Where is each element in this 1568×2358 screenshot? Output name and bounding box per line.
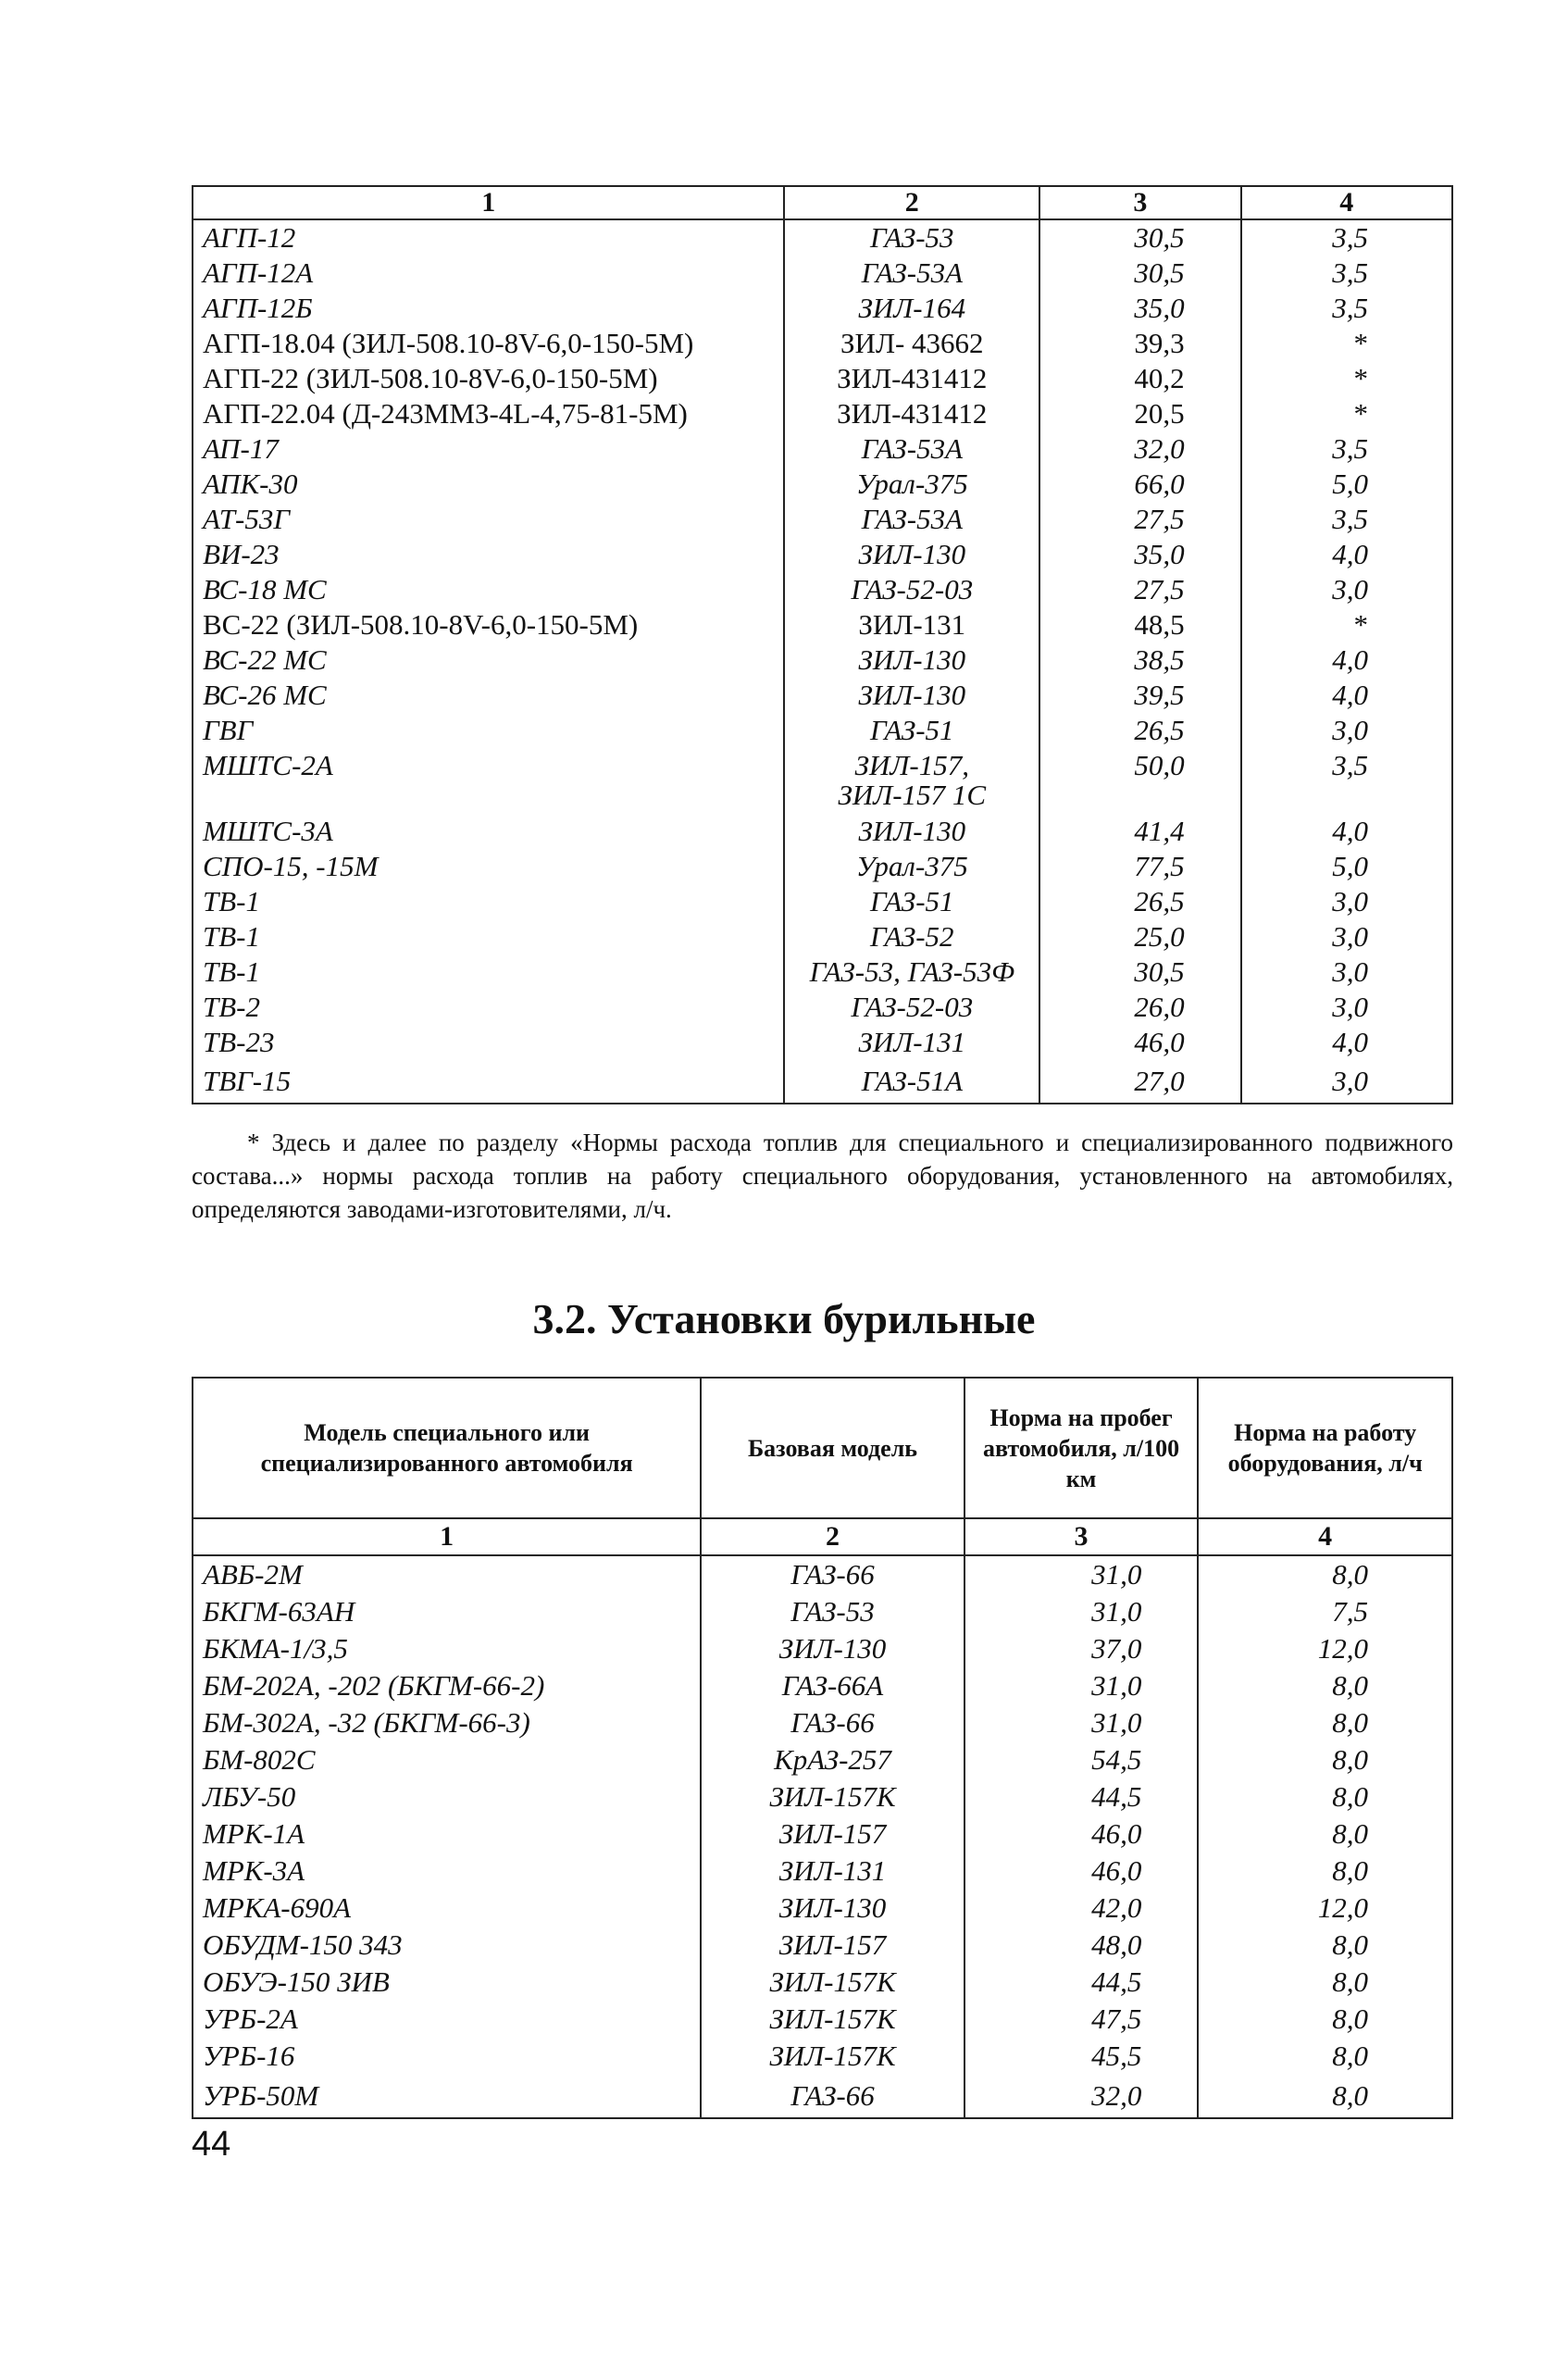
- cell-equipment-norm: 3,0: [1241, 954, 1452, 990]
- table-row: [193, 219, 1452, 256]
- cell-equipment-norm: 12,0: [1198, 1890, 1452, 1927]
- cell-base-model: ГАЗ-53А: [784, 502, 1039, 537]
- table-special-vehicles-continued: [192, 185, 1453, 1104]
- cell-base-model: КрАЗ-257: [701, 1741, 964, 1778]
- cell-mileage-norm: 46,0: [964, 1815, 1199, 1853]
- cell-base-model: ГАЗ-66А: [701, 1667, 964, 1704]
- table-row: [193, 1815, 1452, 1853]
- table-row: [193, 1964, 1452, 2001]
- cell-mileage-norm: 39,3: [1039, 326, 1240, 361]
- cell-mileage-norm: 30,5: [1039, 954, 1240, 990]
- cell-model: ОБУЭ-150 ЗИВ: [193, 1964, 701, 2001]
- cell-base-model: [784, 748, 1039, 814]
- cell-mileage-norm: 25,0: [1039, 919, 1240, 954]
- cell-mileage-norm: 46,0: [1039, 1025, 1240, 1060]
- table-number-row: [193, 1518, 1452, 1555]
- column-number: 3: [964, 1518, 1199, 1555]
- cell-mileage-norm: 35,0: [1039, 537, 1240, 572]
- cell-mileage-norm: 32,0: [964, 2075, 1199, 2118]
- column-number: 1: [193, 186, 784, 219]
- cell-mileage-norm: 48,5: [1039, 607, 1240, 643]
- cell-base-model: ГАЗ-66: [701, 2075, 964, 2118]
- cell-model: ТВ-1: [193, 919, 784, 954]
- table-row: [193, 607, 1452, 643]
- cell-equipment-norm: 12,0: [1198, 1630, 1452, 1667]
- cell-model: ТВ-1: [193, 884, 784, 919]
- cell-mileage-norm: 26,5: [1039, 713, 1240, 748]
- cell-base-model: ЗИЛ-431412: [784, 396, 1039, 431]
- cell-mileage-norm: 35,0: [1039, 291, 1240, 326]
- cell-base-model: ГАЗ-52-03: [784, 572, 1039, 607]
- cell-base-model: ЗИЛ-131: [784, 607, 1039, 643]
- cell-model: БКГМ-63АН: [193, 1593, 701, 1630]
- cell-model: ВИ-23: [193, 537, 784, 572]
- cell-equipment-norm: 3,5: [1241, 256, 1452, 291]
- table-row: [193, 291, 1452, 326]
- cell-equipment-norm: 4,0: [1241, 537, 1452, 572]
- cell-model: ТВГ-15: [193, 1060, 784, 1104]
- cell-mileage-norm: 26,0: [1039, 990, 1240, 1025]
- table-row: [193, 814, 1452, 849]
- cell-equipment-norm: 4,0: [1241, 643, 1452, 678]
- cell-base-model: ГАЗ-51: [784, 884, 1039, 919]
- cell-equipment-norm: 8,0: [1198, 1927, 1452, 1964]
- cell-model: АТ-53Г: [193, 502, 784, 537]
- cell-equipment-norm: 5,0: [1241, 849, 1452, 884]
- column-number: 4: [1198, 1518, 1452, 1555]
- cell-model: ГВГ: [193, 713, 784, 748]
- footnote: * Здесь и далее по разделу «Нормы расхода топлив для специального и специализированного подвижного состава...» нормы расхода топлив на работу специального оборудования, установленного на автомобилях, определяются заводами-изготовителями, л/ч.: [192, 1129, 1453, 1223]
- cell-model: АГП-12Б: [193, 291, 784, 326]
- cell-mileage-norm: 40,2: [1039, 361, 1240, 396]
- cell-base-model: ГАЗ-66: [701, 1704, 964, 1741]
- cell-base-model-line: ЗИЛ-157 1С: [838, 779, 987, 811]
- cell-model: БМ-202А, -202 (БКГМ-66-2): [193, 1667, 701, 1704]
- cell-model: МШТС-3А: [193, 814, 784, 849]
- cell-mileage-norm: 46,0: [964, 1853, 1199, 1890]
- cell-model: УРБ-16: [193, 2038, 701, 2075]
- table-row: [193, 849, 1452, 884]
- cell-base-model: ГАЗ-53, ГАЗ-53Ф: [784, 954, 1039, 990]
- cell-mileage-norm: 42,0: [964, 1890, 1199, 1927]
- cell-equipment-norm: 5,0: [1241, 467, 1452, 502]
- cell-base-model: ГАЗ-53: [701, 1593, 964, 1630]
- cell-model: ТВ-2: [193, 990, 784, 1025]
- table-row: [193, 1890, 1452, 1927]
- cell-equipment-norm: 8,0: [1198, 1778, 1452, 1815]
- table-row: [193, 1741, 1452, 1778]
- table-row: [193, 1704, 1452, 1741]
- cell-model: АГП-18.04 (ЗИЛ-508.10-8V-6,0-150-5М): [193, 326, 784, 361]
- cell-mileage-norm: 31,0: [964, 1593, 1199, 1630]
- cell-equipment-norm: 8,0: [1198, 1964, 1452, 2001]
- cell-model: ЛБУ-50: [193, 1778, 701, 1815]
- cell-base-model: ЗИЛ-157К: [701, 2001, 964, 2038]
- table-row: [193, 884, 1452, 919]
- cell-model: МРКА-690А: [193, 1890, 701, 1927]
- cell-model: АВБ-2М: [193, 1555, 701, 1593]
- cell-model: ТВ-23: [193, 1025, 784, 1060]
- cell-base-model: ЗИЛ-431412: [784, 361, 1039, 396]
- cell-model: МРК-1А: [193, 1815, 701, 1853]
- table-row: [193, 256, 1452, 291]
- table-row: [193, 713, 1452, 748]
- cell-mileage-norm: 37,0: [964, 1630, 1199, 1667]
- cell-mileage-norm: 50,0: [1039, 748, 1240, 814]
- cell-equipment-norm: 4,0: [1241, 1025, 1452, 1060]
- cell-model: ВС-22 (ЗИЛ-508.10-8V-6,0-150-5М): [193, 607, 784, 643]
- table-row: [193, 502, 1452, 537]
- cell-equipment-norm: *: [1241, 361, 1452, 396]
- cell-equipment-norm: 8,0: [1198, 1555, 1452, 1593]
- cell-mileage-norm: 27,0: [1039, 1060, 1240, 1104]
- cell-mileage-norm: 45,5: [964, 2038, 1199, 2075]
- cell-mileage-norm: 47,5: [964, 2001, 1199, 2038]
- cell-model: БМ-802С: [193, 1741, 701, 1778]
- table-row: [193, 2075, 1452, 2118]
- table-row: [193, 954, 1452, 990]
- cell-model: АП-17: [193, 431, 784, 467]
- table-row: [193, 2038, 1452, 2075]
- cell-mileage-norm: 26,5: [1039, 884, 1240, 919]
- cell-equipment-norm: 3,5: [1241, 748, 1452, 814]
- cell-equipment-norm: 4,0: [1241, 678, 1452, 713]
- header-mileage-norm: Норма на пробег автомобиля, л/100 км: [964, 1378, 1199, 1518]
- cell-base-model: ГАЗ-52-03: [784, 990, 1039, 1025]
- cell-equipment-norm: 3,0: [1241, 884, 1452, 919]
- cell-equipment-norm: *: [1241, 326, 1452, 361]
- cell-base-model: ЗИЛ-157К: [701, 2038, 964, 2075]
- table-row: [193, 467, 1452, 502]
- cell-base-model: ЗИЛ-157: [701, 1815, 964, 1853]
- cell-equipment-norm: 3,5: [1241, 219, 1452, 256]
- cell-model: АГП-12А: [193, 256, 784, 291]
- page-number: 44: [192, 2125, 231, 2164]
- cell-base-model: ЗИЛ-157К: [701, 1964, 964, 2001]
- table-row: [193, 1060, 1452, 1104]
- cell-model: ВС-22 МС: [193, 643, 784, 678]
- cell-base-model: ЗИЛ-130: [784, 537, 1039, 572]
- table-row: [193, 990, 1452, 1025]
- table-row: [193, 396, 1452, 431]
- cell-model: МРК-3А: [193, 1853, 701, 1890]
- cell-mileage-norm: 39,5: [1039, 678, 1240, 713]
- cell-model: УРБ-50М: [193, 2075, 701, 2118]
- cell-equipment-norm: 8,0: [1198, 1667, 1452, 1704]
- cell-base-model: ЗИЛ-130: [784, 814, 1039, 849]
- table-row: [193, 678, 1452, 713]
- cell-model: ОБУДМ-150 343: [193, 1927, 701, 1964]
- table-row: [193, 1593, 1452, 1630]
- cell-model: ВС-26 МС: [193, 678, 784, 713]
- table-header-row: [193, 186, 1452, 219]
- cell-mileage-norm: 31,0: [964, 1704, 1199, 1741]
- cell-equipment-norm: 8,0: [1198, 2038, 1452, 2075]
- cell-equipment-norm: 3,5: [1241, 431, 1452, 467]
- cell-base-model: ЗИЛ-131: [784, 1025, 1039, 1060]
- cell-mileage-norm: 44,5: [964, 1964, 1199, 2001]
- column-number: 2: [784, 186, 1039, 219]
- section-title: 3.2. Установки бурильные: [532, 1295, 1036, 1342]
- header-model: Модель специального или специализированного автомобиля: [193, 1378, 701, 1518]
- cell-base-model: Урал-375: [784, 849, 1039, 884]
- cell-model: ТВ-1: [193, 954, 784, 990]
- column-number: 1: [193, 1518, 701, 1555]
- column-number: 3: [1039, 186, 1240, 219]
- cell-mileage-norm: 77,5: [1039, 849, 1240, 884]
- cell-mileage-norm: 20,5: [1039, 396, 1240, 431]
- cell-equipment-norm: 3,0: [1241, 919, 1452, 954]
- cell-model: СПО-15, -15М: [193, 849, 784, 884]
- cell-mileage-norm: 30,5: [1039, 256, 1240, 291]
- cell-equipment-norm: 8,0: [1198, 2001, 1452, 2038]
- cell-equipment-norm: 3,5: [1241, 502, 1452, 537]
- cell-model: ВС-18 МС: [193, 572, 784, 607]
- cell-equipment-norm: 3,0: [1241, 572, 1452, 607]
- cell-base-model: ГАЗ-53А: [784, 256, 1039, 291]
- table-row: [193, 748, 1452, 814]
- cell-base-model: Урал-375: [784, 467, 1039, 502]
- table-row: [193, 326, 1452, 361]
- cell-equipment-norm: 8,0: [1198, 1741, 1452, 1778]
- table-header-row: [193, 1378, 1452, 1518]
- cell-base-model: ЗИЛ-164: [784, 291, 1039, 326]
- cell-equipment-norm: *: [1241, 607, 1452, 643]
- cell-base-model: ГАЗ-52: [784, 919, 1039, 954]
- cell-equipment-norm: 8,0: [1198, 1815, 1452, 1853]
- cell-model: АГП-22.04 (Д-243ММЗ-4L-4,75-81-5М): [193, 396, 784, 431]
- cell-equipment-norm: 3,0: [1241, 990, 1452, 1025]
- cell-equipment-norm: 4,0: [1241, 814, 1452, 849]
- table-row: [193, 1555, 1452, 1593]
- table-row: [193, 431, 1452, 467]
- cell-equipment-norm: 7,5: [1198, 1593, 1452, 1630]
- table-row: [193, 572, 1452, 607]
- cell-base-model: ЗИЛ-130: [784, 643, 1039, 678]
- cell-mileage-norm: 32,0: [1039, 431, 1240, 467]
- table-row: [193, 1667, 1452, 1704]
- column-number: 4: [1241, 186, 1452, 219]
- cell-mileage-norm: 27,5: [1039, 572, 1240, 607]
- cell-base-model: ЗИЛ-157К: [701, 1778, 964, 1815]
- cell-mileage-norm: 48,0: [964, 1927, 1199, 1964]
- cell-base-model: ГАЗ-51: [784, 713, 1039, 748]
- cell-mileage-norm: 66,0: [1039, 467, 1240, 502]
- table-row: [193, 1927, 1452, 1964]
- cell-base-model: ЗИЛ-157: [701, 1927, 964, 1964]
- table-row: [193, 1025, 1452, 1060]
- cell-model: АГП-22 (ЗИЛ-508.10-8V-6,0-150-5М): [193, 361, 784, 396]
- cell-model: АГП-12: [193, 219, 784, 256]
- table-drilling-rigs: [192, 1377, 1453, 2119]
- cell-base-model-line: ЗИЛ-157,: [854, 749, 969, 781]
- cell-base-model: ГАЗ-53А: [784, 431, 1039, 467]
- table-row: [193, 361, 1452, 396]
- cell-mileage-norm: 41,4: [1039, 814, 1240, 849]
- cell-mileage-norm: 54,5: [964, 1741, 1199, 1778]
- cell-base-model: ЗИЛ-130: [701, 1890, 964, 1927]
- table-row: [193, 643, 1452, 678]
- cell-base-model: ЗИЛ-130: [701, 1630, 964, 1667]
- table-row: [193, 1630, 1452, 1667]
- cell-base-model: ГАЗ-51А: [784, 1060, 1039, 1104]
- cell-equipment-norm: 3,5: [1241, 291, 1452, 326]
- table-row: [193, 2001, 1452, 2038]
- cell-mileage-norm: 31,0: [964, 1667, 1199, 1704]
- cell-model: УРБ-2А: [193, 2001, 701, 2038]
- cell-equipment-norm: 8,0: [1198, 1704, 1452, 1741]
- header-equipment-norm: Норма на работу оборудования, л/ч: [1198, 1378, 1452, 1518]
- table-row: [193, 1778, 1452, 1815]
- cell-model: МШТС-2А: [193, 748, 784, 814]
- cell-base-model: ЗИЛ-131: [701, 1853, 964, 1890]
- table-row: [193, 537, 1452, 572]
- cell-model: АПК-30: [193, 467, 784, 502]
- cell-base-model: ГАЗ-66: [701, 1555, 964, 1593]
- table-row: [193, 1853, 1452, 1890]
- cell-base-model: ЗИЛ- 43662: [784, 326, 1039, 361]
- cell-equipment-norm: 8,0: [1198, 1853, 1452, 1890]
- cell-equipment-norm: *: [1241, 396, 1452, 431]
- cell-equipment-norm: 3,0: [1241, 1060, 1452, 1104]
- cell-base-model: ЗИЛ-130: [784, 678, 1039, 713]
- cell-mileage-norm: 44,5: [964, 1778, 1199, 1815]
- cell-base-model: ГАЗ-53: [784, 219, 1039, 256]
- table-row: [193, 919, 1452, 954]
- cell-mileage-norm: 30,5: [1039, 219, 1240, 256]
- cell-mileage-norm: 38,5: [1039, 643, 1240, 678]
- cell-equipment-norm: 3,0: [1241, 713, 1452, 748]
- cell-equipment-norm: 8,0: [1198, 2075, 1452, 2118]
- header-base-model: Базовая модель: [701, 1378, 964, 1518]
- column-number: 2: [701, 1518, 964, 1555]
- cell-mileage-norm: 31,0: [964, 1555, 1199, 1593]
- cell-mileage-norm: 27,5: [1039, 502, 1240, 537]
- cell-model: БМ-302А, -32 (БКГМ-66-3): [193, 1704, 701, 1741]
- cell-model: БКМА-1/3,5: [193, 1630, 701, 1667]
